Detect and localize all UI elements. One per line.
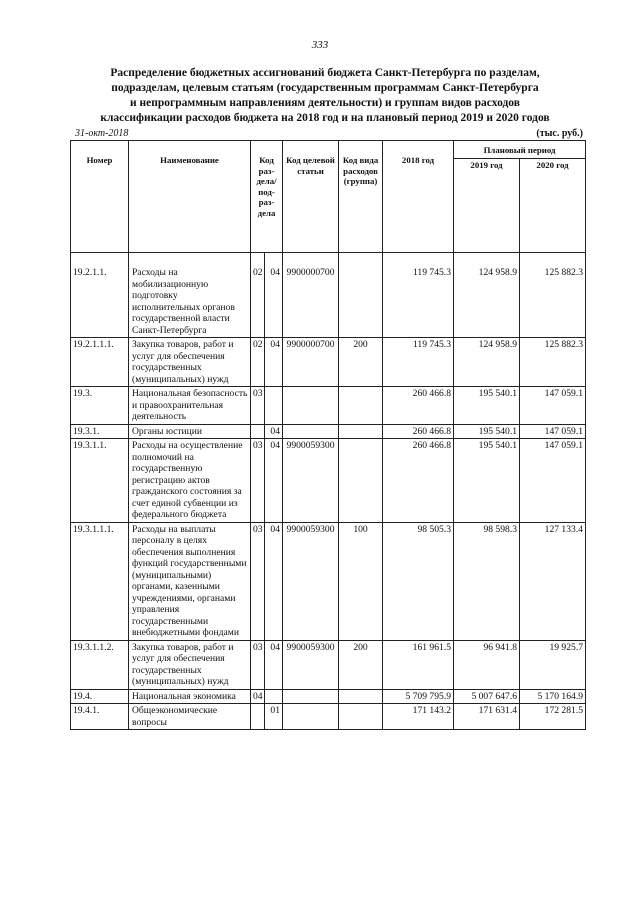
row-value-2019: 124 958.9: [454, 338, 520, 387]
row-value-2018: 161 961.5: [383, 640, 454, 689]
table-row: [71, 704, 586, 730]
row-target-code: 9900059300: [283, 522, 339, 640]
row-expense-code: [339, 253, 383, 338]
row-section: 02: [251, 338, 265, 387]
row-value-2018: 260 466.8: [383, 439, 454, 523]
row-subsection: 04: [265, 253, 283, 338]
table-row: [71, 424, 586, 439]
row-name: Закупка товаров, работ и услуг для обеспечения государственных (муниципальных) нужд: [129, 338, 251, 387]
row-number: 19.3.1.1.1.: [71, 522, 129, 640]
row-expense-code: 100: [339, 522, 383, 640]
row-expense-code: 200: [339, 640, 383, 689]
row-target-code: [283, 424, 339, 439]
row-number: 19.3.: [71, 387, 129, 425]
row-name: Органы юстиции: [129, 424, 251, 439]
row-value-2018: 171 143.2: [383, 704, 454, 730]
row-value-2019: 195 540.1: [454, 424, 520, 439]
row-expense-code: [339, 704, 383, 730]
row-target-code: [283, 689, 339, 704]
row-value-2020: 147 059.1: [520, 424, 586, 439]
table-row: [71, 387, 586, 425]
row-name: Общеэкономические вопросы: [129, 704, 251, 730]
row-value-2020: 147 059.1: [520, 439, 586, 523]
page-number: 333: [311, 39, 329, 51]
row-value-2020: 125 882.3: [520, 338, 586, 387]
row-number: 19.2.1.1.: [71, 253, 129, 338]
header-number: Номер: [71, 141, 129, 253]
table-row: [71, 522, 586, 640]
row-value-2020: 5 170 164.9: [520, 689, 586, 704]
row-value-2020: 127 133.4: [520, 522, 586, 640]
row-value-2019: 5 007 647.6: [454, 689, 520, 704]
row-target-code: 9900000700: [283, 338, 339, 387]
row-subsection: 04: [265, 522, 283, 640]
title-line: подразделам, целевым статьям (государственным программам Санкт-Петербурга: [111, 82, 539, 94]
row-value-2020: 19 925.7: [520, 640, 586, 689]
row-value-2019: 195 540.1: [454, 439, 520, 523]
row-name: Национальная безопасность и правоохранительная деятельность: [129, 387, 251, 425]
row-value-2018: 119 745.3: [383, 338, 454, 387]
row-number: 19.4.1.: [71, 704, 129, 730]
row-name: Расходы на мобилизационную подготовку исполнительных органов государственной власти Санкт-Петербурга: [129, 253, 251, 338]
row-name: Закупка товаров, работ и услуг для обеспечения государственных (муниципальных) нужд: [129, 640, 251, 689]
row-expense-code: [339, 689, 383, 704]
row-section: [251, 424, 265, 439]
table-row: [71, 338, 586, 387]
row-section: 03: [251, 439, 265, 523]
row-number: 19.2.1.1.1.: [71, 338, 129, 387]
row-value-2018: 98 505.3: [383, 522, 454, 640]
row-section: 03: [251, 640, 265, 689]
title-line: и непрограммным направлениям деятельности) и группам видов расходов: [130, 97, 520, 109]
row-subsection: [265, 387, 283, 425]
row-value-2020: 125 882.3: [520, 253, 586, 338]
row-subsection: 04: [265, 439, 283, 523]
header-section-code: Код раз-дела/ под-раз-дела: [251, 141, 283, 253]
header-expense-code: Код вида расходов (группа): [339, 141, 383, 253]
row-target-code: [283, 387, 339, 425]
budget-table: [70, 140, 586, 730]
row-section: 03: [251, 522, 265, 640]
row-value-2018: 260 466.8: [383, 387, 454, 425]
row-number: 19.4.: [71, 689, 129, 704]
table-row: [71, 640, 586, 689]
document-date: 31-окт-2018: [75, 128, 129, 139]
title-line: классификации расходов бюджета на 2018 год и на плановый период 2019 и 2020 годов: [100, 112, 550, 124]
table-row: [71, 689, 586, 704]
row-value-2019: 96 941.8: [454, 640, 520, 689]
row-target-code: 9900000700: [283, 253, 339, 338]
units-label: (тыс. руб.): [536, 128, 583, 139]
row-value-2019: 98 598.3: [454, 522, 520, 640]
row-section: [251, 704, 265, 730]
row-name: Расходы на выплаты персоналу в целях обеспечения выполнения функций государственными (муниципальными) органами, казенными учреждениями, органами управления государственными внебюджетными фондами: [129, 522, 251, 640]
row-number: 19.3.1.1.: [71, 439, 129, 523]
header-name: Наименование: [129, 141, 251, 253]
row-subsection: [265, 689, 283, 704]
row-target-code: 9900059300: [283, 640, 339, 689]
header-target-code: Код целевой статьи: [283, 141, 339, 253]
row-number: 19.3.1.: [71, 424, 129, 439]
row-target-code: 9900059300: [283, 439, 339, 523]
row-section: 04: [251, 689, 265, 704]
row-value-2019: 171 631.4: [454, 704, 520, 730]
row-value-2019: 195 540.1: [454, 387, 520, 425]
title-line: Распределение бюджетных ассигнований бюджета Санкт-Петербурга по разделам,: [110, 67, 540, 79]
row-value-2019: 124 958.9: [454, 253, 520, 338]
row-subsection: 01: [265, 704, 283, 730]
row-value-2018: 5 709 795.9: [383, 689, 454, 704]
row-value-2018: 260 466.8: [383, 424, 454, 439]
header-2018: 2018 год: [383, 141, 454, 253]
row-section: 03: [251, 387, 265, 425]
header-planned-period: Плановый период: [454, 141, 586, 159]
row-value-2018: 119 745.3: [383, 253, 454, 338]
row-subsection: 04: [265, 424, 283, 439]
header-2019: 2019 год: [454, 159, 520, 253]
table-row: [71, 439, 586, 523]
row-value-2020: 147 059.1: [520, 387, 586, 425]
document-title: [60, 66, 590, 126]
row-expense-code: [339, 439, 383, 523]
table-row: [71, 253, 586, 338]
row-subsection: 04: [265, 640, 283, 689]
row-name: Национальная экономика: [129, 689, 251, 704]
header-2020: 2020 год: [520, 159, 586, 253]
row-expense-code: [339, 387, 383, 425]
row-name: Расходы на осуществление полномочий на государственную регистрацию актов гражданского состояния за счет единой субвенции из федерального бюджета: [129, 439, 251, 523]
row-expense-code: [339, 424, 383, 439]
row-subsection: 04: [265, 338, 283, 387]
row-number: 19.3.1.1.2.: [71, 640, 129, 689]
row-value-2020: 172 281.5: [520, 704, 586, 730]
row-section: 02: [251, 253, 265, 338]
row-target-code: [283, 704, 339, 730]
row-expense-code: 200: [339, 338, 383, 387]
